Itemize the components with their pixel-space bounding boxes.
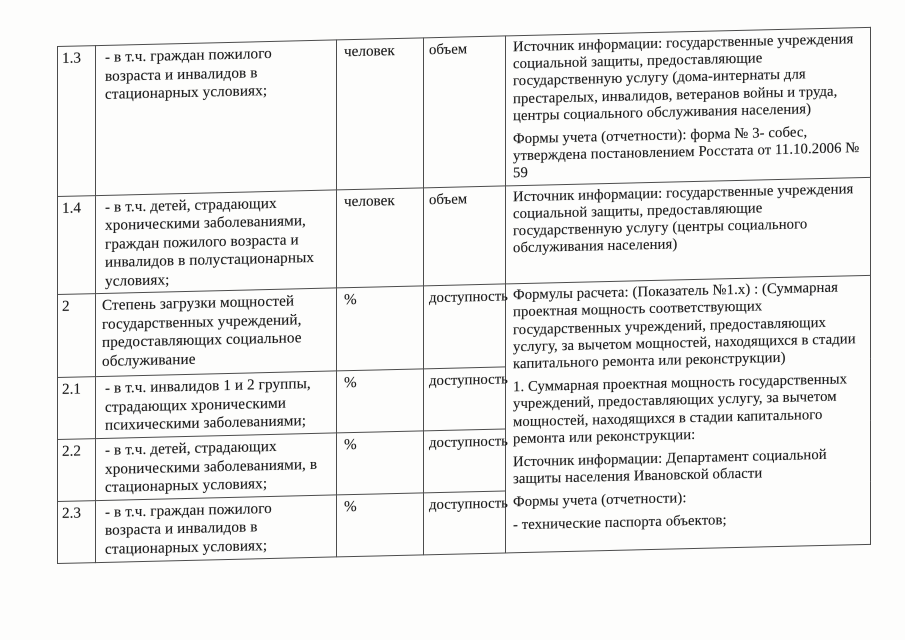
source-cell xyxy=(506,177,871,284)
source-paragraph: Источник информации: государственные учреждения социальной защиты, предоставляющие государственную услугу (центры социального обслуживания населения) xyxy=(513,180,854,257)
type-cell: доступность xyxy=(424,284,506,369)
indicators-table xyxy=(57,27,871,564)
unit-cell: % xyxy=(337,493,424,557)
indicator-cell: - в т.ч. граждан пожилого возраста и инвалидов в стационарных условиях; xyxy=(96,40,337,195)
source-paragraph: Источник информации: государственные учреждения социальной защиты, предоставляющие государственную услугу (дома-интернаты для престарелых, инвалидов, ветеранов войны и труда, центры социального обслуживания населения) xyxy=(513,31,854,125)
indicator-cell: - в т.ч. инвалидов 1 и 2 группы, страдающих хроническими психическими заболеваниями; xyxy=(96,371,337,439)
table-row-2 xyxy=(58,276,871,378)
unit-cell: человек xyxy=(337,38,424,190)
type-cell: объем xyxy=(424,185,506,286)
row-number: 1.4 xyxy=(58,195,96,295)
type-cell: доступность xyxy=(424,491,506,555)
source-paragraph: Источник информации: Департамент социальной защиты населения Ивановской области xyxy=(513,446,827,488)
source-paragraph: Формы учета (отчетности): форма № 3- собес, утверждена постановлением Росстата от 11.10.2006 № 59 xyxy=(513,124,860,182)
source-cell xyxy=(506,27,871,185)
source-cell-merged xyxy=(506,276,871,553)
table-row-1-3 xyxy=(58,27,871,196)
row-number: 2.3 xyxy=(58,500,96,563)
row-number: 2.1 xyxy=(58,377,96,440)
indicator-cell: - в т.ч. детей, страдающих хроническими заболеваниями, в стационарных условиях; xyxy=(96,433,337,500)
source-paragraph: Формы учета (отчетности): xyxy=(513,490,687,511)
scanned-document-page xyxy=(57,27,871,564)
source-paragraph: 1. Суммарная проектная мощность государственных учреждений, предоставляющих услугу, за вычетом мощностей, находящихся в стадии капитального ремонта или реконструкции: xyxy=(513,371,848,447)
type-cell: объем xyxy=(424,36,506,187)
type-cell: доступность xyxy=(424,429,506,493)
source-paragraph: Формулы расчета: (Показатель №1.x) : (Суммарная проектная мощность соответствующих государственных учреждений, предоставляющих услугу, за вычетом мощностей, находящихся в стадии капитального ремонта или реконструкции) xyxy=(513,279,856,373)
unit-cell: % xyxy=(337,431,424,495)
row-number: 2.2 xyxy=(58,439,96,502)
row-number: 1.3 xyxy=(58,46,96,196)
row-number: 2 xyxy=(58,294,96,378)
indicator-cell: Степень загрузки мощностей государственных учреждений, предоставляющих социальное обслуживание xyxy=(96,288,337,377)
source-paragraph: - технические паспорта объектов; xyxy=(513,512,727,534)
indicator-cell: - в т.ч. граждан пожилого возраста и инвалидов в стационарных условиях; xyxy=(96,495,337,562)
unit-cell: человек xyxy=(337,187,424,288)
table-row-1-4 xyxy=(58,177,871,295)
type-cell: доступность xyxy=(424,367,506,431)
unit-cell: % xyxy=(337,286,424,371)
unit-cell: % xyxy=(337,369,424,433)
indicator-cell: - в т.ч. детей, страдающих хроническими заболеваниями, граждан пожилого возраста и инвалидов в полустационарных условиях; xyxy=(96,189,337,293)
